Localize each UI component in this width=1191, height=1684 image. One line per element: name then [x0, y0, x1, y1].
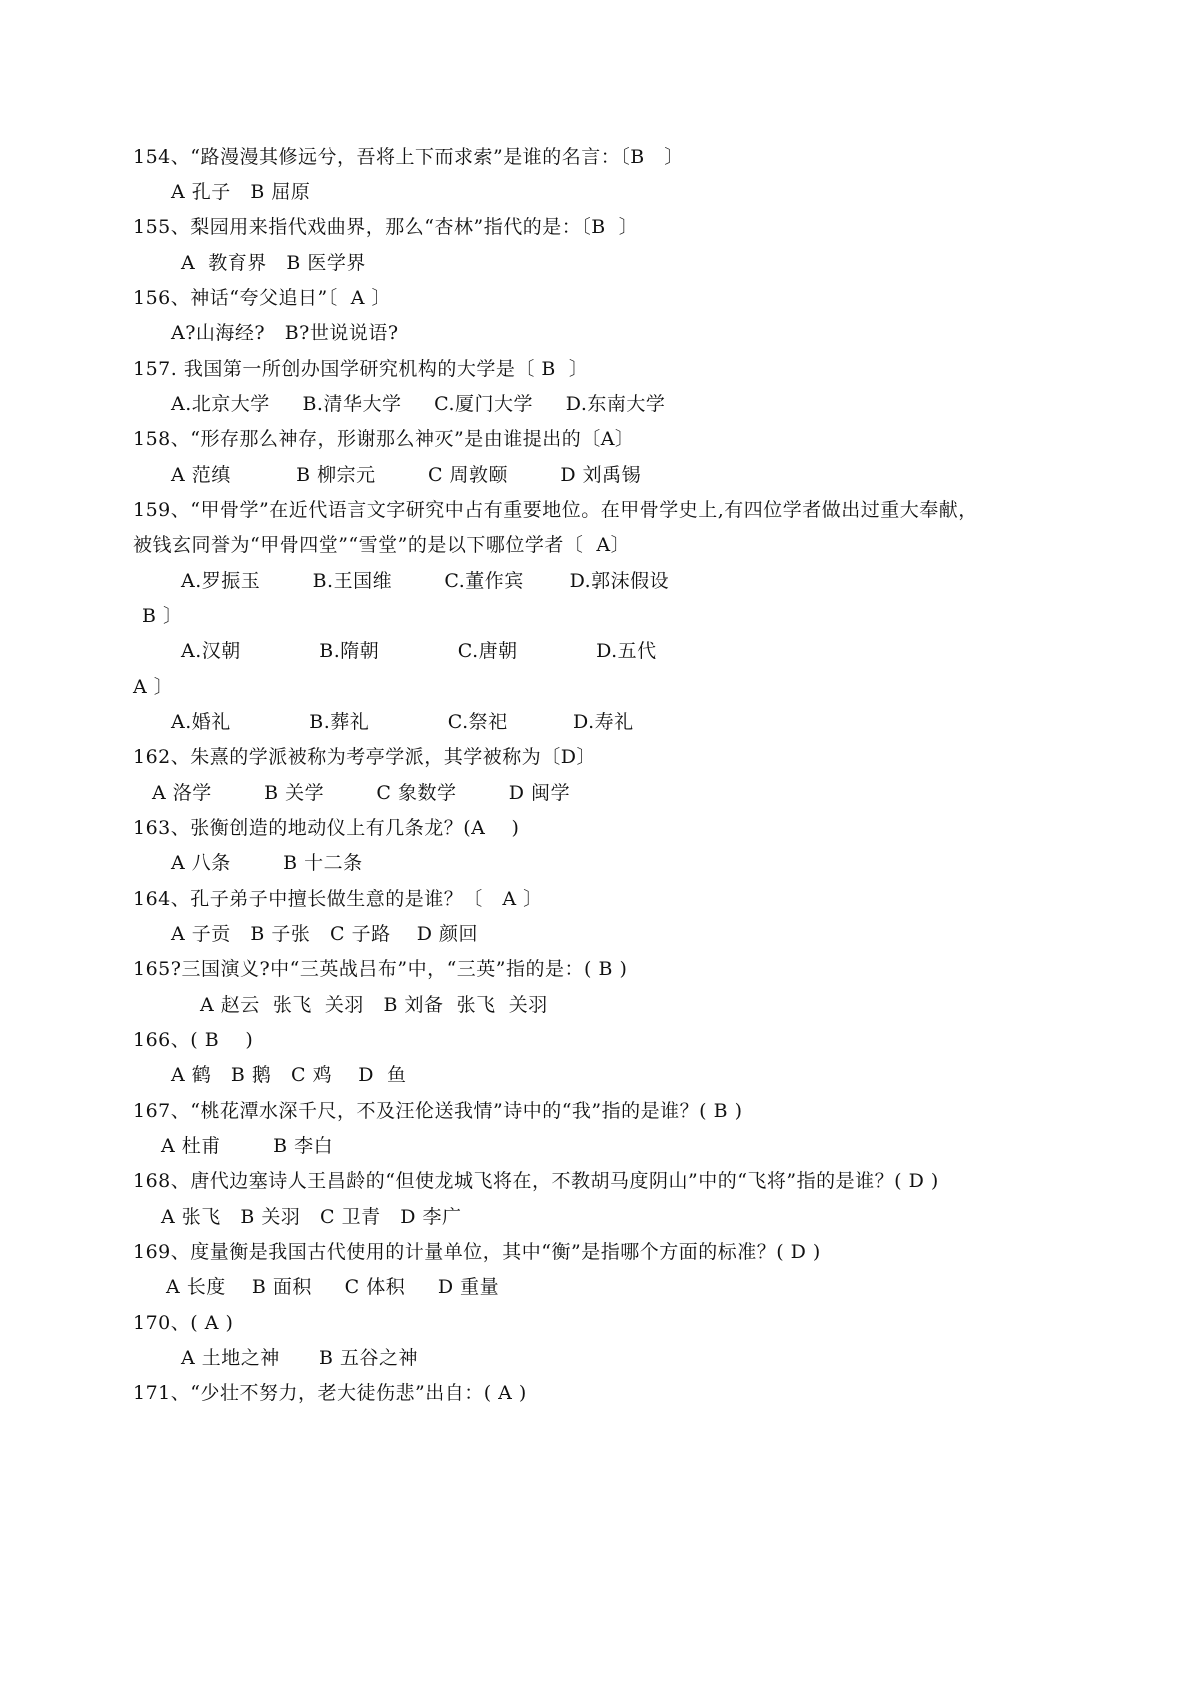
options-155: A 教育界 B 医学界 — [181, 252, 366, 274]
options-167: A 杜甫 B 李白 — [161, 1135, 334, 1157]
options-161: A.婚礼 B.葬礼 C.祭祀 D.寿礼 — [171, 711, 634, 733]
question-163: 163、张衡创造的地动仪上有几条龙？(A ) — [133, 817, 520, 839]
question-157: 157. 我国第一所创办国学研究机构的大学是〔 B 〕 — [133, 358, 589, 380]
options-162: A 洛学 B 关学 C 象数学 D 闽学 — [152, 782, 571, 804]
question-171: 171、“少壮不努力，老大徒伤悲”出自：( A ) — [133, 1382, 527, 1404]
question-159-line-2: 被钱玄同誉为“甲骨四堂”“雪堂”的是以下哪位学者〔 A〕 — [133, 534, 631, 556]
question-159-line-1: 159、“甲骨学”在近代语言文字研究中占有重要地位。在甲骨学史上,有四位学者做出过重大奉献， — [133, 499, 978, 521]
options-170: A 土地之神 B 五谷之神 — [181, 1347, 419, 1369]
options-158: A 范缜 B 柳宗元 C 周敦颐 D 刘禹锡 — [171, 464, 642, 486]
question-168: 168、唐代边塞诗人王昌龄的“但使龙城飞将在，不教胡马度阴山”中的“飞将”指的是谁？( D ) — [133, 1170, 939, 1192]
question-158: 158、“形存那么神存，形谢那么神灭”是由谁提出的〔A〕 — [133, 428, 635, 450]
question-165: 165?三国演义?中“三英战吕布”中，“三英”指的是：( B ) — [133, 958, 628, 980]
options-156: A?山海经? B?世说说语? — [171, 322, 399, 344]
options-160: A.汉朝 B.隋朝 C.唐朝 D.五代 — [181, 640, 657, 662]
options-159: A.罗振玉 B.王国维 C.董作宾 D.郭沫假设 — [181, 570, 670, 592]
options-166: A 鹤 B 鹅 C 鸡 D 鱼 — [171, 1064, 407, 1086]
question-164: 164、孔子弟子中擅长做生意的是谁？〔 A 〕 — [133, 888, 543, 910]
question-160-fragment: B 〕 — [142, 605, 183, 627]
question-169: 169、度量衡是我国古代使用的计量单位，其中“衡”是指哪个方面的标准？( D ) — [133, 1241, 821, 1263]
question-167: 167、“桃花潭水深千尺，不及汪伦送我情”诗中的“我”指的是谁？( B ) — [133, 1100, 743, 1122]
options-164: A 子贡 B 子张 C 子路 D 颜回 — [171, 923, 479, 945]
question-166: 166、( B ) — [133, 1029, 254, 1051]
options-154: A 孔子 B 屈原 — [171, 181, 311, 203]
options-165: A 赵云 张飞 关羽 B 刘备 张飞 关羽 — [200, 994, 548, 1016]
options-168: A 张飞 B 关羽 C 卫青 D 李广 — [161, 1206, 462, 1228]
options-163: A 八条 B 十二条 — [171, 852, 363, 874]
question-170: 170、( A ) — [133, 1312, 234, 1334]
question-155: 155、梨园用来指代戏曲界，那么“杏林”指代的是：〔B 〕 — [133, 216, 639, 238]
question-161-fragment: A 〕 — [133, 676, 174, 698]
options-169: A 长度 B 面积 C 体积 D 重量 — [166, 1276, 500, 1298]
options-157: A.北京大学 B.清华大学 C.厦门大学 D.东南大学 — [171, 393, 666, 415]
question-156: 156、神话“夸父追日”〔 A 〕 — [133, 287, 392, 309]
question-154: 154、“路漫漫其修远兮，吾将上下而求索”是谁的名言：〔B 〕 — [133, 146, 684, 168]
question-162: 162、朱熹的学派被称为考亭学派，其学被称为〔D〕 — [133, 746, 596, 768]
